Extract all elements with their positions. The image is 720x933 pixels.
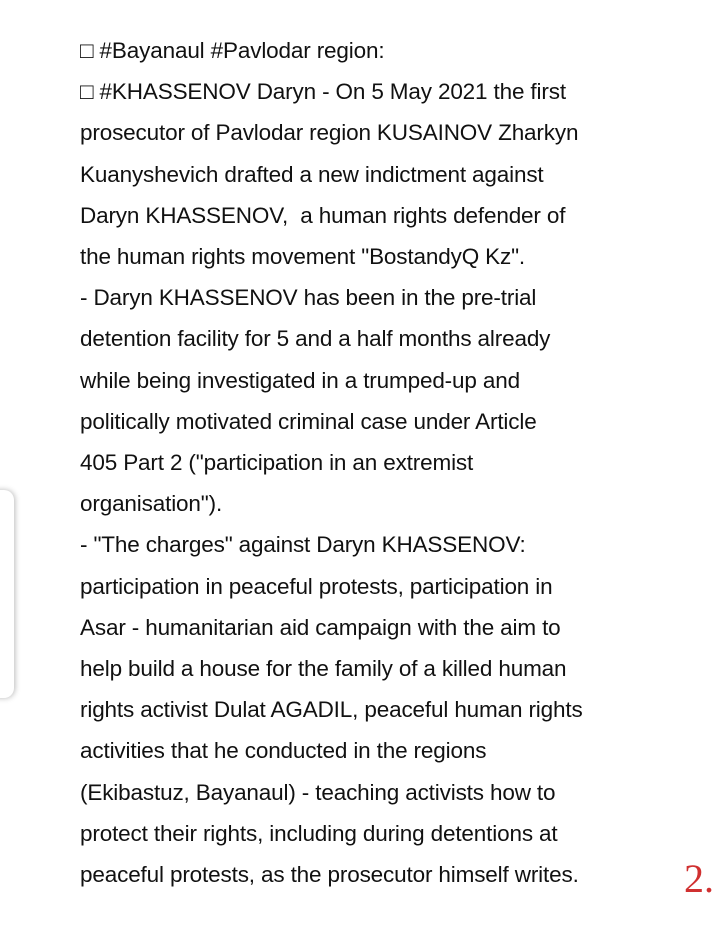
text-line: participation in peaceful protests, participation in <box>80 573 553 599</box>
text-line: Kuanyshevich drafted a new indictment against <box>80 161 544 187</box>
text-line: politically motivated criminal case under Article <box>80 408 537 434</box>
text-line: while being investigated in a trumped-up and <box>80 367 520 393</box>
text-line: protect their rights, including during detentions at <box>80 820 558 846</box>
text-line: rights activist Dulat AGADIL, peaceful human rights <box>80 697 583 723</box>
text-line: 405 Part 2 ("participation in an extremist <box>80 450 474 476</box>
text-line: help build a house for the family of a killed human <box>80 656 567 682</box>
document-body <box>80 30 680 895</box>
text-line: detention facility for 5 and a half months already <box>80 326 551 352</box>
text-line: - "The charges" against Daryn KHASSENOV: <box>80 532 526 558</box>
text-line: □ #KHASSENOV Daryn - On 5 May 2021 the first <box>80 79 566 105</box>
text-line: Asar - humanitarian aid campaign with the aim to <box>80 614 561 640</box>
text-line: organisation"). <box>80 491 223 517</box>
side-panel-tab[interactable] <box>0 490 14 698</box>
text-line: prosecutor of Pavlodar region KUSAINOV Zharkyn <box>80 120 579 146</box>
text-line: the human rights movement "BostandyQ Kz". <box>80 244 526 270</box>
text-line: Daryn KHASSENOV, a human rights defender of <box>80 202 566 228</box>
text-line: - Daryn KHASSENOV has been in the pre-trial <box>80 285 537 311</box>
text-line: activities that he conducted in the regions <box>80 738 487 764</box>
text-line: □ #Bayanaul #Pavlodar region: <box>80 38 385 63</box>
text-line: peaceful protests, as the prosecutor himself writes. <box>80 862 579 888</box>
page-number: 2. <box>684 856 714 901</box>
text-line: (Ekibastuz, Bayanaul) - teaching activists how to <box>80 779 556 805</box>
